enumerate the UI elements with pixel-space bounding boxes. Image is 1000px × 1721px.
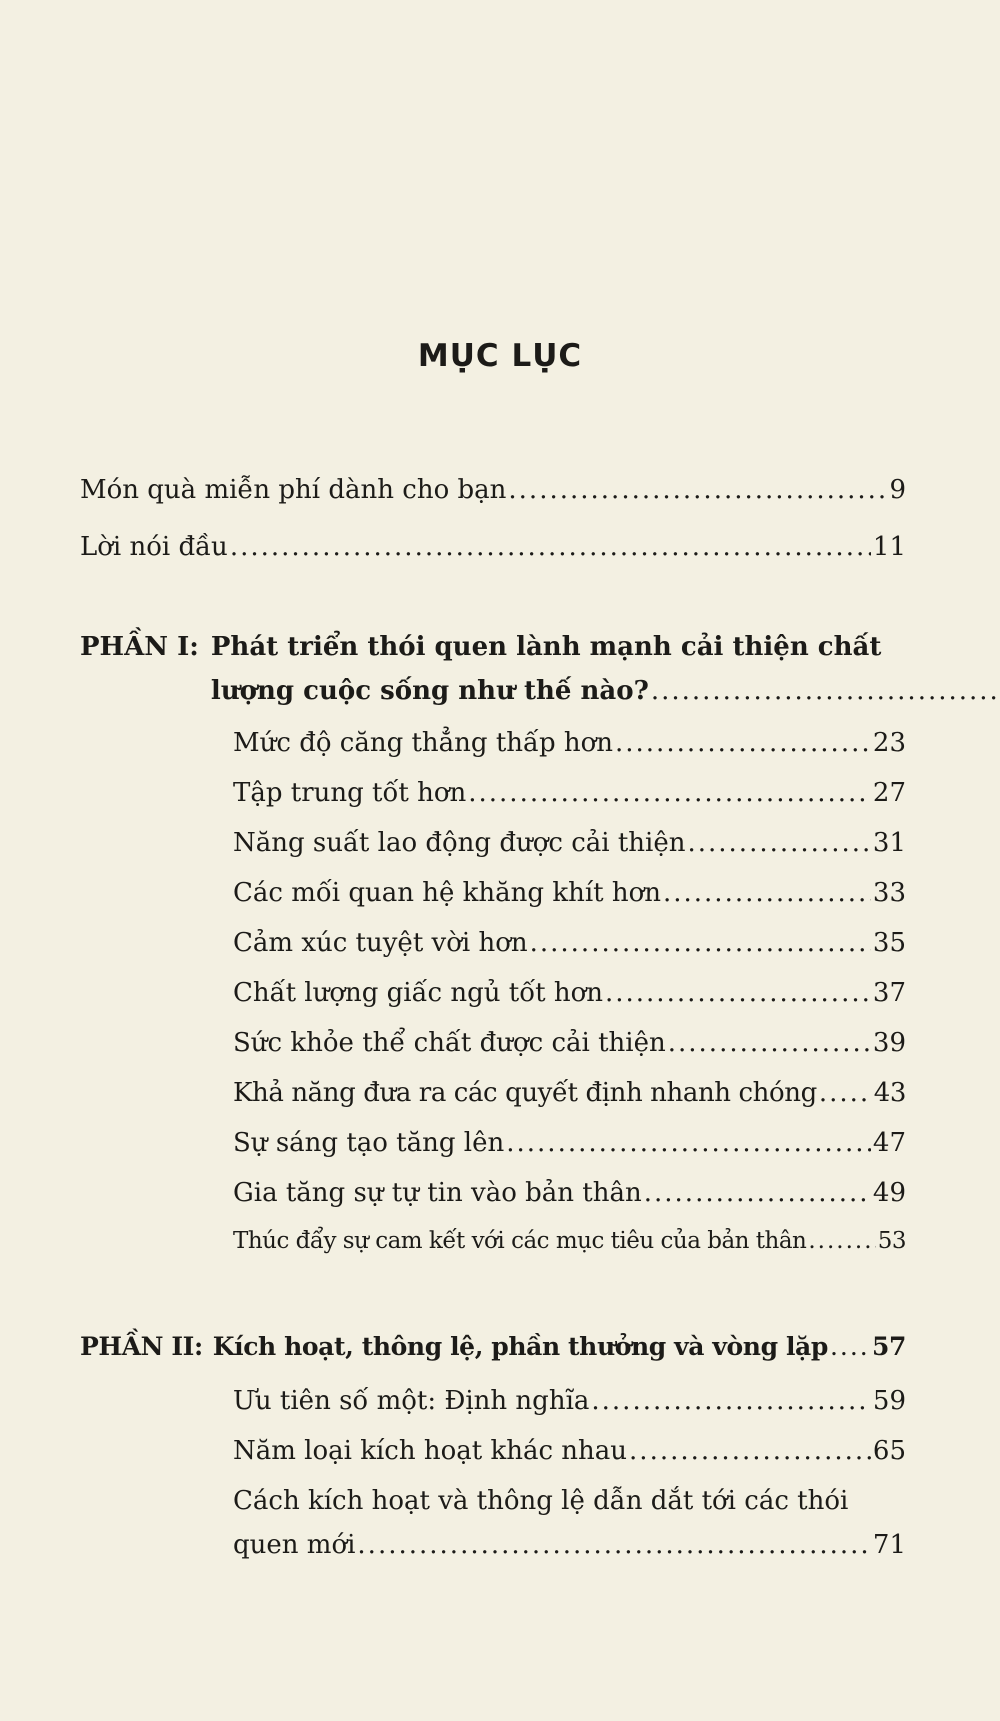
- part-label: PHẦN I:: [80, 632, 199, 662]
- toc-entry-page: 49: [872, 1178, 906, 1208]
- toc-entry[interactable]: [233, 1486, 906, 1560]
- toc-entry-page: 59: [872, 1386, 906, 1416]
- toc-entry[interactable]: [233, 1128, 906, 1158]
- leader-dots: [668, 1028, 871, 1058]
- toc-entry-label: Các mối quan hệ khăng khít hơn: [233, 878, 661, 908]
- part-heading[interactable]: [80, 1332, 906, 1361]
- toc-entry-label: Khả năng đưa ra các quyết định nhanh chóng: [233, 1078, 817, 1108]
- leader-dots: [530, 928, 871, 958]
- toc-entry-label: Sự sáng tạo tăng lên: [233, 1128, 505, 1158]
- toc-entry[interactable]: [233, 1028, 906, 1058]
- leader-dots: [615, 728, 871, 758]
- toc-entry-label: Năng suất lao động được cải thiện: [233, 828, 686, 858]
- part-page: 57: [872, 1332, 906, 1361]
- leader-dots: [808, 1228, 875, 1254]
- toc-entry[interactable]: [80, 532, 906, 562]
- toc-entry-label: Thúc đẩy sự cam kết với các mục tiêu của bản thân: [233, 1228, 807, 1254]
- toc-entry[interactable]: [233, 778, 906, 808]
- leader-dots: [830, 1332, 870, 1361]
- part-title: Kích hoạt, thông lệ, phần thưởng và vòng lặp: [212, 1332, 828, 1361]
- toc-entry-page: 71: [872, 1530, 906, 1560]
- leader-dots: [651, 676, 1000, 706]
- toc-entry[interactable]: [233, 878, 906, 908]
- leader-dots: [591, 1386, 871, 1416]
- toc-entry[interactable]: [233, 1386, 906, 1416]
- toc-entry-page: 39: [872, 1028, 906, 1058]
- toc-entry-label-line1: Cách kích hoạt và thông lệ dẫn dắt tới các thói: [233, 1486, 849, 1516]
- toc-entry-page: 47: [872, 1128, 906, 1158]
- toc-entry-label: Chất lượng giấc ngủ tốt hơn: [233, 978, 603, 1008]
- toc-entry-page: 11: [872, 532, 906, 562]
- leader-dots: [629, 1436, 871, 1466]
- leader-dots: [644, 1178, 871, 1208]
- page-title: MỤC LỤC: [417, 338, 583, 374]
- leader-dots: [605, 978, 871, 1008]
- toc-entry-page: 31: [872, 828, 906, 858]
- toc-entry[interactable]: [233, 828, 906, 858]
- leader-dots: [230, 532, 871, 562]
- toc-entry-label: Năm loại kích hoạt khác nhau: [233, 1436, 628, 1466]
- toc-entry-page: 9: [889, 475, 906, 505]
- leader-dots: [663, 878, 871, 908]
- toc-entry[interactable]: [233, 728, 906, 758]
- leader-dots: [468, 778, 871, 808]
- toc-entry-label: Cảm xúc tuyệt vời hơn: [233, 928, 528, 958]
- toc-entry-page: 37: [872, 978, 906, 1008]
- toc-entry-label: Món quà miễn phí dành cho bạn: [80, 475, 507, 505]
- toc-entry-label-line2: quen mới: [233, 1530, 356, 1560]
- leader-dots: [508, 475, 887, 505]
- leader-dots: [506, 1128, 871, 1158]
- toc-entry-page: 23: [872, 728, 906, 758]
- toc-entry-label: Gia tăng sự tự tin vào bản thân: [233, 1178, 642, 1208]
- toc-entry[interactable]: [233, 1436, 906, 1466]
- toc-entry-label: Tập trung tốt hơn: [233, 778, 467, 808]
- toc-entry[interactable]: [233, 1178, 906, 1208]
- toc-entry-label: Sức khỏe thể chất được cải thiện: [233, 1028, 666, 1058]
- toc-entry-page: 53: [877, 1228, 906, 1254]
- leader-dots: [357, 1530, 870, 1560]
- toc-entry[interactable]: [233, 1228, 906, 1254]
- toc-entry-label: Mức độ căng thẳng thấp hơn: [233, 728, 613, 758]
- toc-entry-page: 33: [872, 878, 906, 908]
- part-title-line1: Phát triển thói quen lành mạnh cải thiện chất: [210, 632, 882, 662]
- toc-entry-page: 43: [873, 1078, 906, 1108]
- toc-entry[interactable]: [233, 978, 906, 1008]
- leader-dots: [687, 828, 870, 858]
- leader-dots: [819, 1078, 872, 1108]
- toc-entry[interactable]: [233, 1078, 906, 1108]
- toc-entry[interactable]: [80, 475, 906, 505]
- toc-entry-label: Lời nói đầu: [80, 532, 228, 562]
- toc-entry-page: 65: [872, 1436, 906, 1466]
- part-title-line2: lượng cuộc sống như thế nào?: [210, 676, 649, 706]
- part-heading[interactable]: [80, 632, 906, 706]
- toc-entry-label: Ưu tiên số một: Định nghĩa: [233, 1386, 590, 1416]
- toc-entry-page: 27: [872, 778, 906, 808]
- toc-entry-page: 35: [872, 928, 906, 958]
- part-label: PHẦN II:: [80, 1332, 203, 1361]
- toc-entry[interactable]: [233, 928, 906, 958]
